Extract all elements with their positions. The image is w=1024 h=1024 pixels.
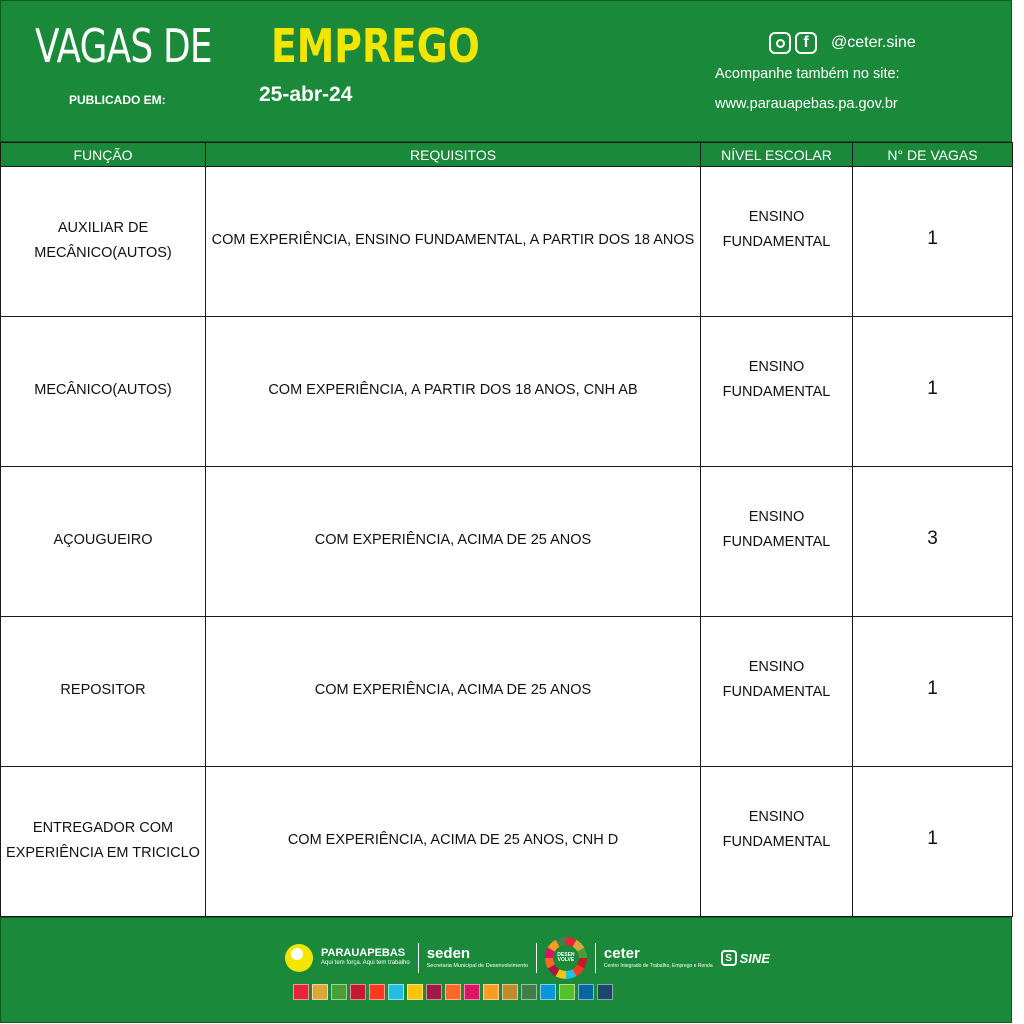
cell-role: ENTREGADOR COM EXPERIÊNCIA EM TRICICLO — [1, 767, 206, 917]
table-row — [1, 167, 1013, 317]
cell-role: AUXILIAR DE MECÂNICO(AUTOS) — [1, 167, 206, 317]
table-row — [1, 617, 1013, 767]
header-banner — [0, 0, 1012, 142]
sdg-goal-icon — [540, 984, 556, 1000]
cell-openings: 1 — [853, 317, 1013, 467]
logo-divider — [536, 943, 537, 973]
table-row — [1, 767, 1013, 917]
ceter-name: ceter — [603, 944, 640, 962]
sdg-goal-icon — [426, 984, 442, 1000]
cell-openings: 3 — [853, 467, 1013, 617]
logo-divider — [418, 943, 419, 973]
cell-role: AÇOUGUEIRO — [1, 467, 206, 617]
table-header-row — [1, 143, 1013, 167]
sdg-goal-icon — [369, 984, 385, 1000]
social-links — [769, 31, 916, 55]
prefeitura-name: PARAUAPEBAS — [321, 947, 406, 959]
cell-requirements: COM EXPERIÊNCIA, ENSINO FUNDAMENTAL, A PARTIR DOS 18 ANOS — [206, 167, 701, 317]
cell-requirements: COM EXPERIÊNCIA, ACIMA DE 25 ANOS — [206, 617, 701, 767]
sdg-icons-row — [293, 984, 613, 1002]
ring-text: DESEN VOLVE — [553, 945, 579, 971]
cell-education: ENSINO FUNDAMENTAL — [701, 767, 853, 917]
table-row — [1, 317, 1013, 467]
cell-openings: 1 — [853, 767, 1013, 917]
cell-openings: 1 — [853, 167, 1013, 317]
column-header-openings: N° DE VAGAS — [853, 143, 1013, 167]
sdg-goal-icon — [521, 984, 537, 1000]
title-vagas-de: VAGAS DE — [35, 19, 212, 73]
cell-role: REPOSITOR — [1, 617, 206, 767]
sdg-goal-icon — [388, 984, 404, 1000]
cell-requirements: COM EXPERIÊNCIA, A PARTIR DOS 18 ANOS, CNH AB — [206, 317, 701, 467]
ceter-subtitle: Centro Integrado de Trabalho, Emprego e Renda — [603, 962, 713, 969]
cell-requirements: COM EXPERIÊNCIA, ACIMA DE 25 ANOS — [206, 467, 701, 617]
sdg-goal-icon — [578, 984, 594, 1000]
cell-education: ENSINO FUNDAMENTAL — [701, 467, 853, 617]
partner-logos — [285, 940, 770, 976]
sdg-goal-icon — [312, 984, 328, 1000]
sdg-goal-icon — [350, 984, 366, 1000]
follow-site-text: Acompanhe também no site: — [715, 66, 900, 82]
cell-role: MECÂNICO(AUTOS) — [1, 317, 206, 467]
desenvolve-ring-logo — [545, 937, 587, 979]
sine-badge-icon: S — [721, 950, 737, 966]
cell-openings: 1 — [853, 617, 1013, 767]
column-header-education: NÍVEL ESCOLAR — [701, 143, 853, 167]
cell-education: ENSINO FUNDAMENTAL — [701, 167, 853, 317]
ceter-logo — [604, 946, 713, 971]
instagram-icon[interactable] — [769, 32, 791, 54]
cell-education: ENSINO FUNDAMENTAL — [701, 317, 853, 467]
sine-logo — [721, 950, 770, 966]
sdg-goal-icon — [445, 984, 461, 1000]
prefeitura-slogan: Aqui tem força. Aqui tem trabalho — [321, 960, 410, 966]
sine-name: SINE — [739, 950, 770, 966]
logo-divider — [595, 943, 596, 973]
facebook-icon[interactable]: f — [795, 32, 817, 54]
seden-name: seden — [426, 944, 471, 962]
social-handle: @ceter.sine — [831, 34, 916, 51]
sdg-goal-icon — [502, 984, 518, 1000]
cell-education: ENSINO FUNDAMENTAL — [701, 617, 853, 767]
vacancies-table — [0, 142, 1013, 917]
sdg-goal-icon — [559, 984, 575, 1000]
title-emprego: EMPREGO — [271, 19, 480, 73]
seden-logo — [427, 946, 528, 971]
footer-banner — [0, 917, 1012, 1023]
published-label: PUBLICADO EM: — [69, 93, 166, 107]
column-header-requirements: REQUISITOS — [206, 143, 701, 167]
sdg-goal-icon — [331, 984, 347, 1000]
seden-subtitle: Secretaria Municipal de Desenvolvimento — [426, 962, 528, 969]
column-header-role: FUNÇÃO — [1, 143, 206, 167]
sdg-goal-icon — [407, 984, 423, 1000]
sdg-goal-icon — [483, 984, 499, 1000]
cell-requirements: COM EXPERIÊNCIA, ACIMA DE 25 ANOS, CNH D — [206, 767, 701, 917]
prefeitura-emblem-icon — [285, 944, 313, 972]
sdg-goal-icon — [293, 984, 309, 1000]
published-date: 25-abr-24 — [259, 83, 353, 106]
table-row — [1, 467, 1013, 617]
site-url[interactable]: www.parauapebas.pa.gov.br — [715, 96, 898, 112]
sdg-goal-icon — [464, 984, 480, 1000]
prefeitura-logo — [321, 948, 410, 968]
sdg-goal-icon — [597, 984, 613, 1000]
